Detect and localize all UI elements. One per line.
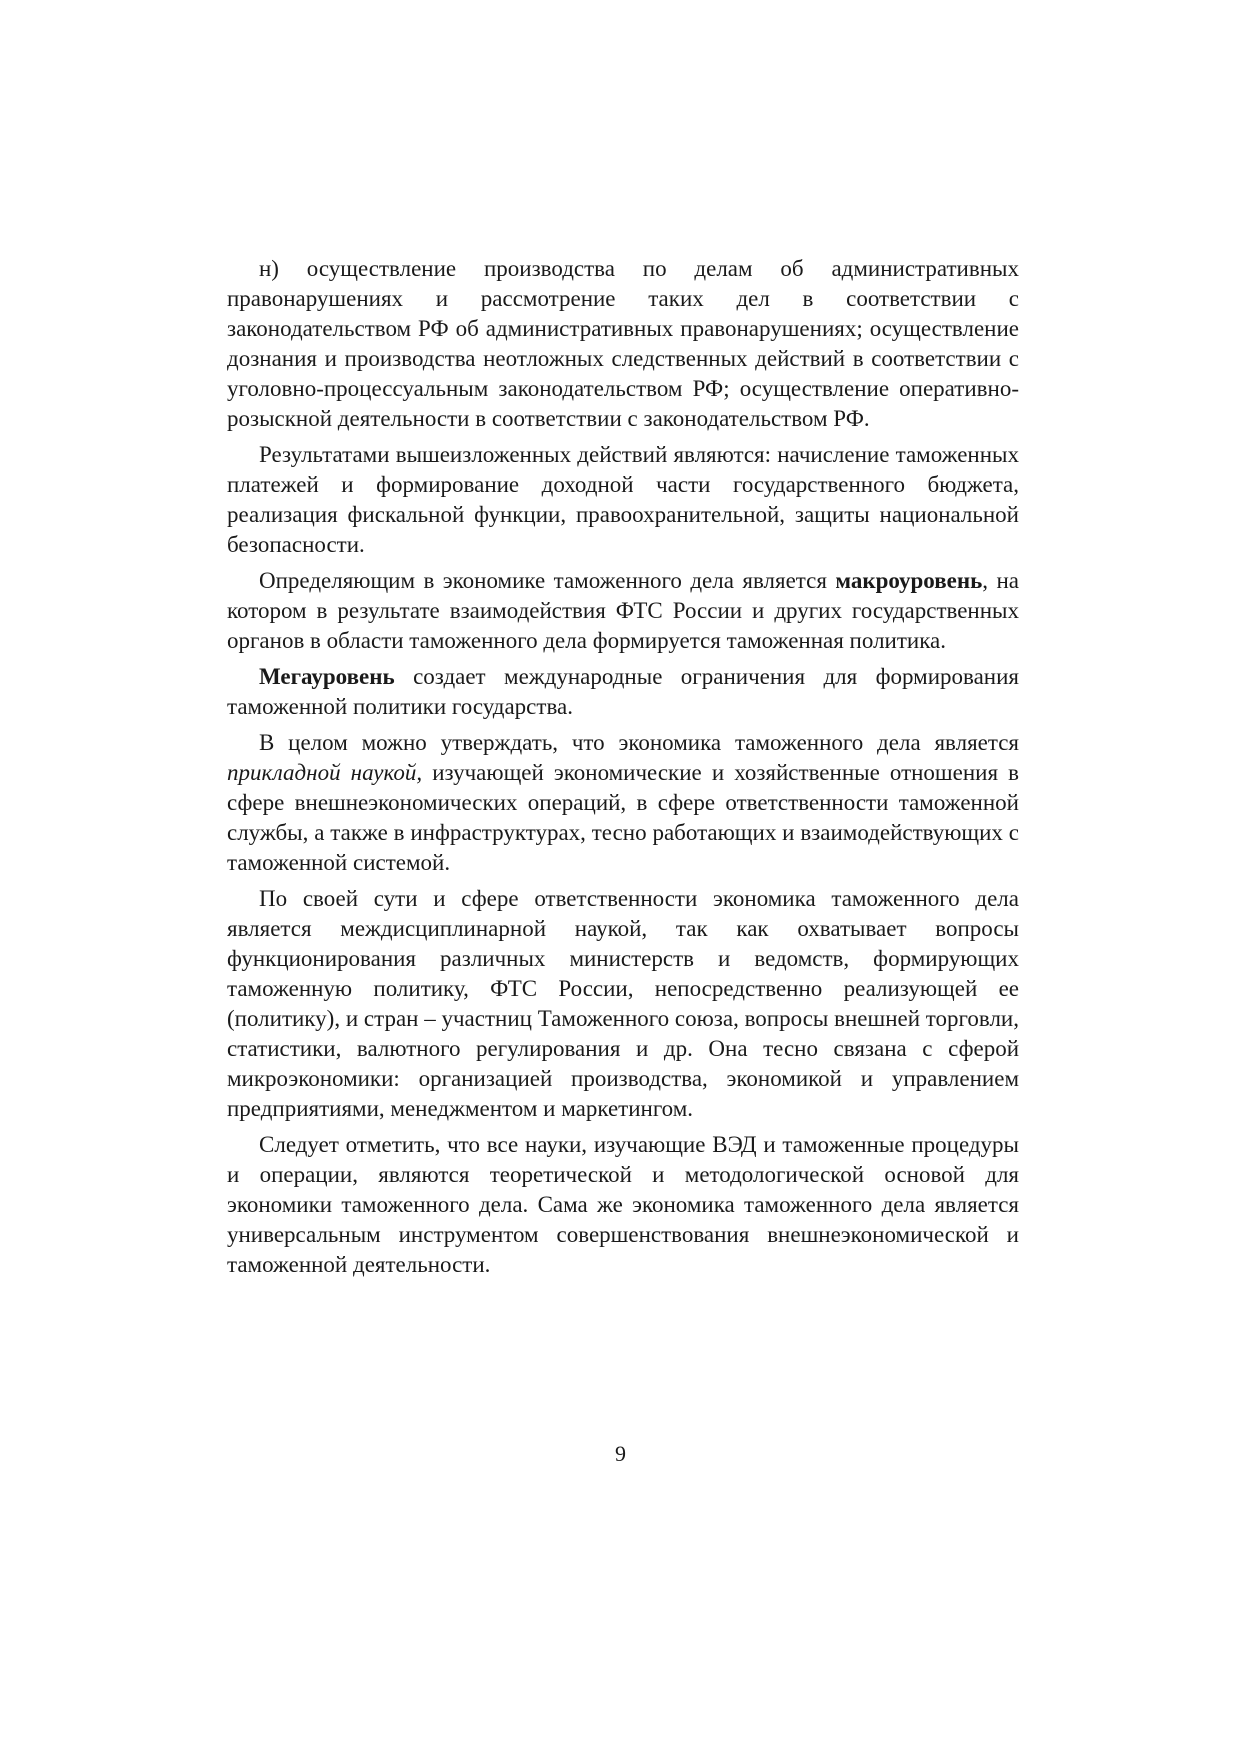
paragraph-2: Результатами вышеизложенных действий являются: начисление таможенных платежей и формирование доходной части государственного бюджета, реализация фискальной функции, правоохранительной, защиты национальной безопасности. <box>227 442 1019 557</box>
paragraph-5 <box>227 728 1019 878</box>
paragraph-3-rest: , на котором в результате взаимодействия ФТС России и других государственных органов в области таможенного дела формируется таможенная политика. <box>227 568 1019 653</box>
page-body <box>227 254 1019 1286</box>
term-applied-science: прикладной наукой, <box>227 760 423 785</box>
page-number: 9 <box>615 1441 626 1466</box>
paragraph-5-rest: изучающей экономические и хозяйственные отношения в сфере внешнеэкономических операций, в сфере ответственности таможенной службы, а также в инфраструктурах, тесно работающих и взаимодействующих с таможенной системой. <box>227 760 1019 875</box>
paragraph-6: По своей сути и сфере ответственности экономика таможенного дела является междисциплинарной наукой, так как охватывает вопросы функционирования различных министерств и ведомств, формирующих таможенную политику, ФТС России, непосредственно реализующей ее (политику), и стран – участниц Таможенного союза, вопросы внешней торговли, статистики, валютного регулирования и др. Она тесно связана с сферой микроэкономики: организацией производства, экономикой и управлением предприятиями, менеджментом и маркетингом. <box>227 886 1019 1121</box>
paragraph-5-lead: В целом можно утверждать, что экономика таможенного дела является <box>259 730 1019 755</box>
paragraph-1: н) осуществление производства по делам об административных правонарушениях и рассмотрение таких дел в соответствии с законодательством РФ об административных правонарушениях; осуществление дознания и производства неотложных следственных действий в соответствии с уголовно-процессуальным законодательством РФ; осуществление оперативно-розыскной деятельности в соответствии с законодательством РФ. <box>227 256 1019 431</box>
term-megalevel: Мегауровень <box>259 664 395 689</box>
paragraph-3 <box>227 566 1019 656</box>
term-macrolevel: макроуровень <box>835 568 983 593</box>
paragraph-3-lead: Определяющим в экономике таможенного дела является <box>259 568 836 593</box>
paragraph-4 <box>227 662 1019 722</box>
paragraph-7: Следует отметить, что все науки, изучающие ВЭД и таможенные процедуры и операции, являются теоретической и методологической основой для экономики таможенного дела. Сама же экономика таможенного дела является универсальным инструментом совершенствования внешнеэкономической и таможенной деятельности. <box>227 1132 1019 1277</box>
paragraph-4-rest: создает международные ограничения для формирования таможенной политики государства. <box>227 664 1019 719</box>
